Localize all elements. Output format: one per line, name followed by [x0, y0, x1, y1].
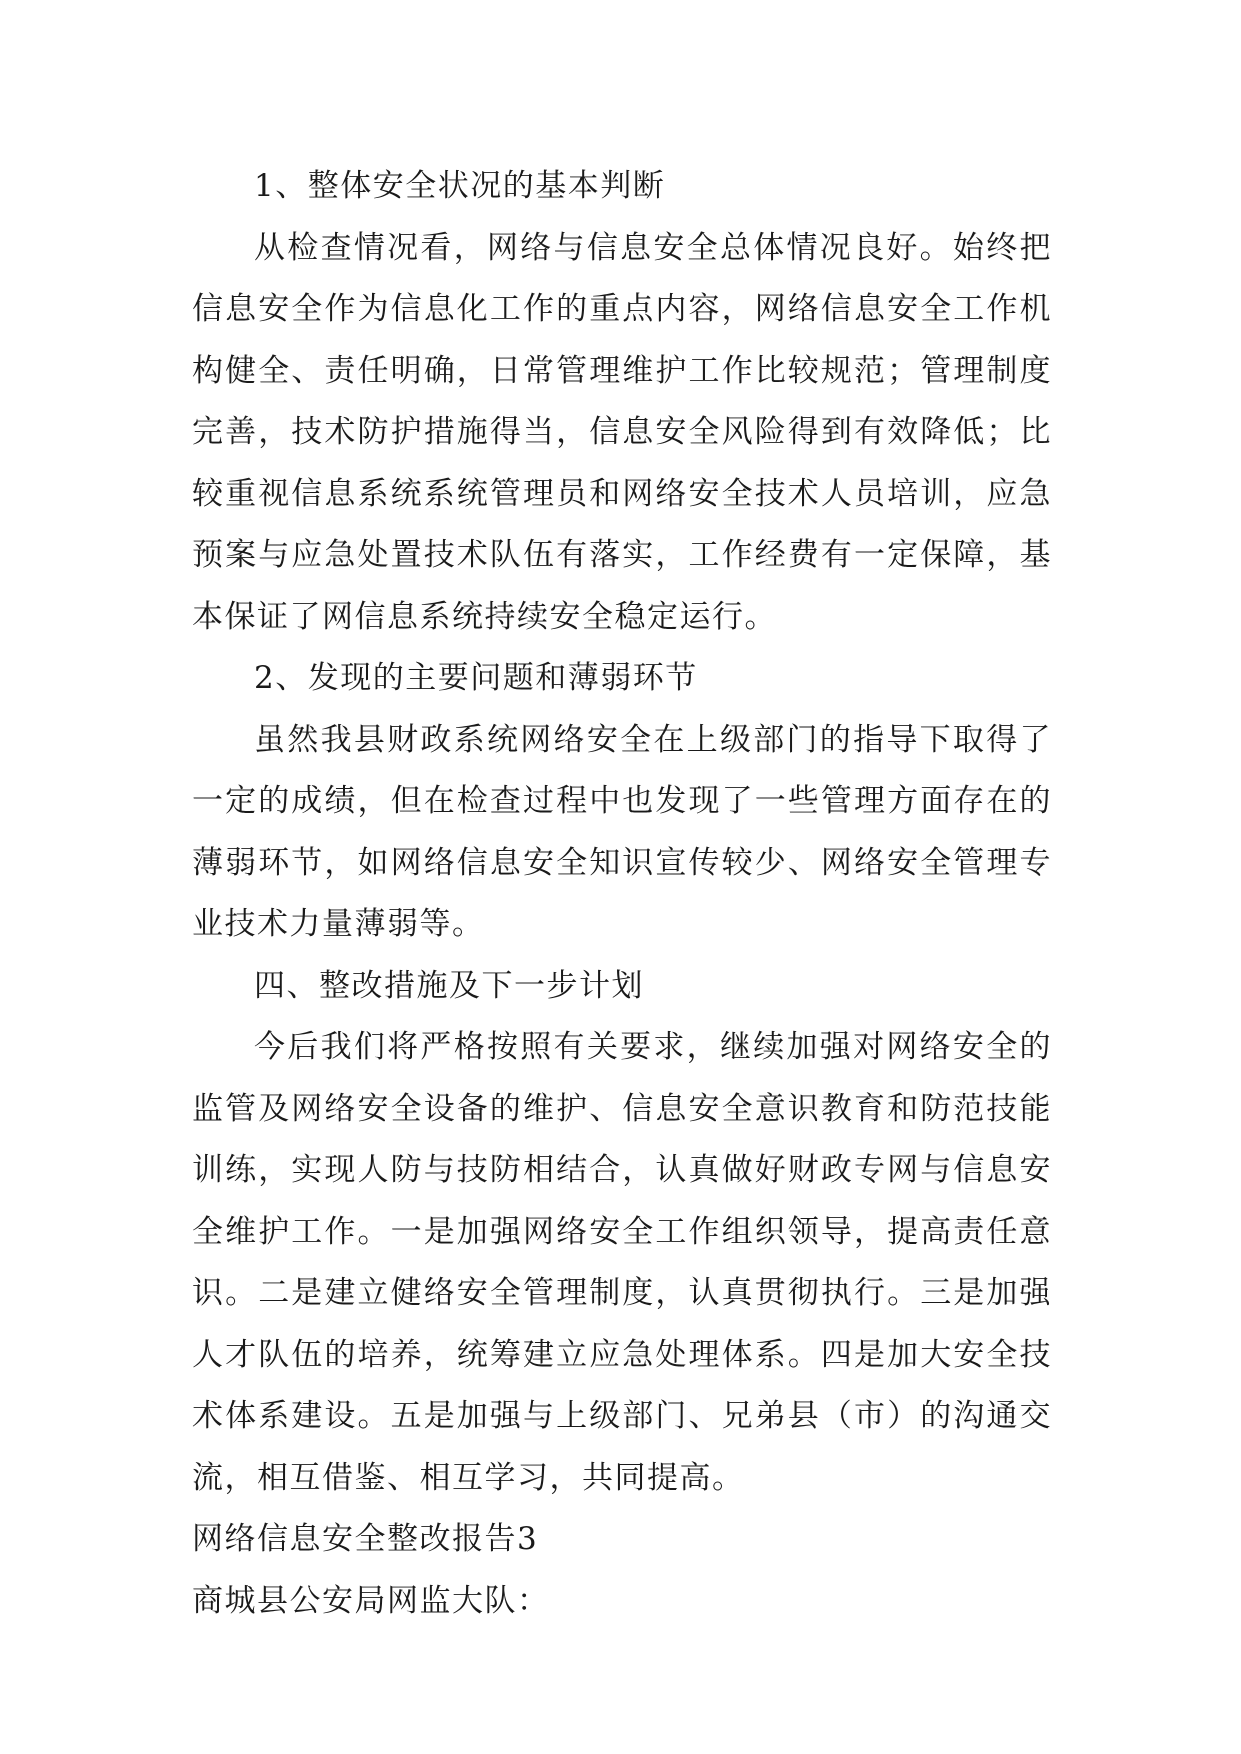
addressee-line: 商城县公安局网监大队：: [192, 1582, 550, 1619]
document-body: [192, 156, 1052, 1632]
section-heading-main-problems: 2、发现的主要问题和薄弱环节: [254, 660, 698, 696]
paragraph-overall-assessment: 从检查情况看，网络与信息安全总体情况良好。始终把信息安全作为信息化工作的重点内容，网络信息安全工作机构健全、责任明确，日常管理维护工作比较规范；管理制度完善，技术防护措施得当，信息安全风险得到有效降低；比较重视信息系统系统管理员和网络安全技术人员培训，应急预案与应急处置技术队伍有落实，工作经费有一定保障，基本保证了网信息系统持续安全稳定运行。: [192, 229, 1052, 635]
report-title: 网络信息安全整改报告3: [192, 1521, 539, 1557]
paragraph-weak-links: 虽然我县财政系统网络安全在上级部门的指导下取得了一定的成绩，但在检查过程中也发现了一些管理方面存在的薄弱环节，如网络信息安全知识宣传较少、网络安全管理专业技术力量薄弱等。: [192, 721, 1052, 942]
section-heading-rectification-plan: 四、整改措施及下一步计划: [254, 967, 644, 1004]
paragraph-next-steps: 今后我们将严格按照有关要求，继续加强对网络安全的监管及网络安全设备的维护、信息安全意识教育和防范技能训练，实现人防与技防相结合，认真做好财政专网与信息安全维护工作。一是加强网络安全工作组织领导，提高责任意识。二是建立健络安全管理制度，认真贯彻执行。三是加强人才队伍的培养，统筹建立应急处理体系。四是加大安全技术体系建设。五是加强与上级部门、兄弟县（市）的沟通交流，相互借鉴、相互学习，共同提高。: [192, 1029, 1052, 1496]
section-heading-overall-status: 1、整体安全状况的基本判断: [254, 168, 666, 204]
